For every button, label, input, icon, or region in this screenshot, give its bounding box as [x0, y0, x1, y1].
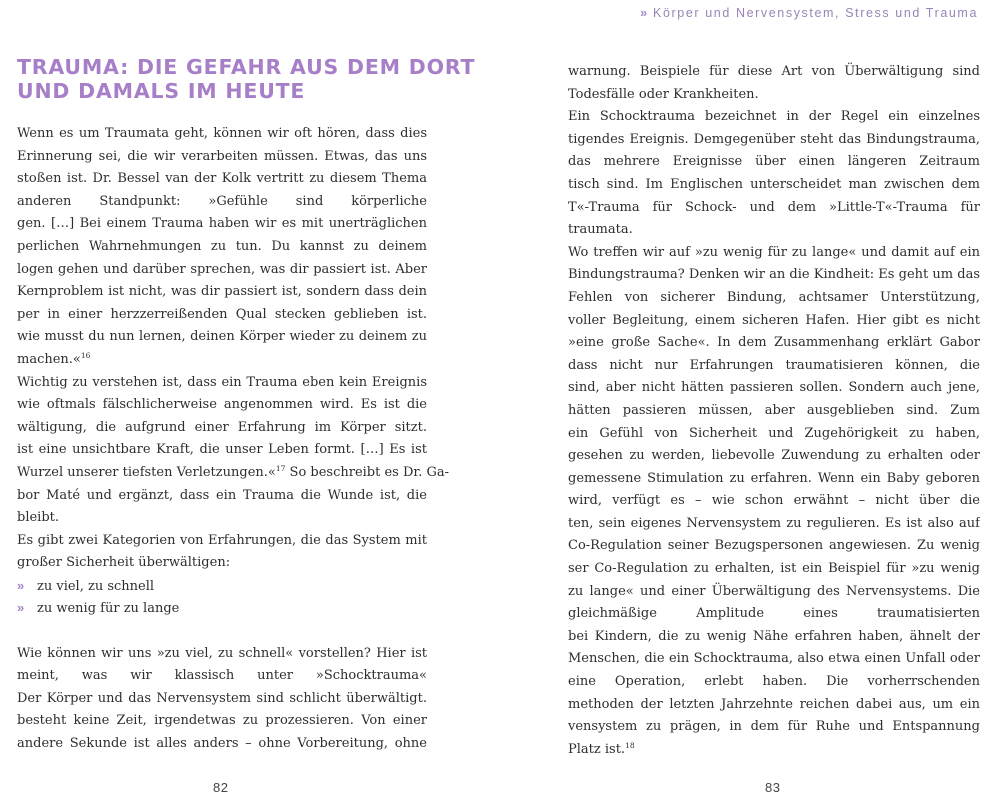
text-fragment: Platz ist.	[568, 741, 626, 757]
paragraph	[17, 123, 427, 372]
text-line: Wichtig zu verstehen ist, dass ein Trauma eben kein Ereignis	[17, 374, 427, 390]
text-line: hätten passieren müssen, aber ausgeblieben sind. Zum	[568, 402, 980, 418]
text-line: ist eine unsichtbare Kraft, die unser Leben formt. […] Es ist	[17, 442, 427, 458]
text-line: perlichen Wahrnehmungen zu tun. Du kannst zu deinem	[17, 238, 427, 254]
footnote-ref-17[interactable]: 17	[275, 463, 286, 473]
text-line: Wo treffen wir auf »zu wenig für zu lange« und damit auf ein	[568, 244, 980, 260]
text-line: gesehen zu werden, liebevolle Zuwendung zu erhalten oder	[568, 448, 980, 464]
text-line: meint, was wir klassisch unter »Schocktrauma«	[17, 668, 427, 684]
text-line: Bindungstrauma? Denken wir an die Kindheit: Es geht um das	[568, 267, 980, 283]
text-line: sind, aber nicht hätten passieren sollen. Sondern auch jene,	[568, 380, 980, 396]
text-line: dass nicht nur Erfahrungen traumatisieren können, die	[568, 357, 980, 373]
bullet-list	[17, 575, 427, 620]
text-line: vensystem zu prägen, in dem für Ruhe und Entspannung	[568, 719, 980, 735]
text-line	[17, 462, 449, 485]
list-item	[17, 575, 427, 598]
heading-line: UND DAMALS IM HEUTE	[17, 78, 306, 103]
paragraph	[568, 106, 980, 242]
list-item-text: zu viel, zu schnell	[37, 578, 155, 594]
text-line: gen. […] Bei einem Trauma haben wir es mit unerträglichen	[17, 216, 427, 232]
text-line: Ein Schocktrauma bezeichnet in der Regel ein einzelnes	[568, 109, 980, 125]
right-page	[500, 0, 1000, 800]
chapter-heading	[17, 56, 487, 103]
text-line: besteht keine Zeit, irgendetwas zu prozessieren. Von einer	[17, 713, 427, 729]
text-line: Erinnerung sei, die wir verarbeiten müssen. Etwas, das uns	[17, 148, 427, 164]
paragraph	[17, 530, 427, 575]
chevron-double-right-icon: »	[17, 577, 25, 593]
text-line: warnung. Beispiele für diese Art von Überwältigung sind	[568, 64, 980, 79]
text-line: Wie können wir uns »zu viel, zu schnell« vorstellen? Hier ist	[17, 645, 427, 661]
text-line	[568, 739, 980, 762]
page-number: 83	[765, 780, 781, 795]
list-item-text: zu wenig für zu lange	[37, 601, 180, 617]
text-line: bei Kindern, die zu wenig Nähe erfahren haben, ähnelt der	[568, 628, 980, 644]
text-line: gemessene Stimulation zu erfahren. Wenn ein Baby geboren	[568, 470, 980, 486]
text-line: großer Sicherheit überwältigen:	[17, 555, 231, 571]
right-body-text	[568, 61, 980, 761]
text-line: Der Körper und das Nervensystem sind schlicht überwältigt.	[17, 690, 427, 706]
text-fragment: Wurzel unserer tiefsten Verletzungen.«	[17, 464, 276, 480]
chevron-double-right-icon: »	[17, 600, 25, 616]
text-line: Wenn es um Traumata geht, können wir oft hören, dass dies	[17, 126, 427, 141]
chevron-double-right-icon: »	[640, 6, 648, 20]
text-line: per in einer herzzerreißenden Qual stecken geblieben ist.	[17, 306, 427, 322]
text-line: logen gehen und darüber sprechen, was dir passiert ist. Aber	[17, 261, 427, 277]
text-line: T«-Trauma für Schock- und dem »Little-T«-Trauma für	[568, 199, 980, 215]
text-line: ser Co-Regulation zu erhalten, ist ein Beispiel für »zu wenig	[568, 561, 980, 577]
text-line: bleibt.	[17, 510, 60, 526]
text-line: wird, verfügt es – wie schon erwähnt – nicht über die	[568, 493, 980, 509]
text-line: Es gibt zwei Kategorien von Erfahrungen, die das System mit	[17, 532, 427, 548]
text-line: wie musst du nun lernen, deinen Körper wieder zu deinem zu	[17, 329, 427, 345]
text-line: wie oftmals fälschlicherweise angenommen wird. Es ist die	[17, 397, 427, 413]
text-line: Kernproblem ist nicht, was dir passiert ist, sondern dass dein	[17, 284, 427, 300]
paragraph-gap	[17, 620, 427, 643]
text-line: voller Begleitung, einem sicheren Hafen. Hier gibt es nicht	[568, 312, 980, 328]
text-line: tigendes Ereignis. Demgegenüber steht das Bindungstrauma,	[568, 131, 980, 147]
heading-line: TRAUMA: DIE GEFAHR AUS DEM DORT	[17, 55, 476, 79]
text-line: Fehlen von sicherer Bindung, achtsamer Unterstützung,	[568, 289, 980, 305]
text-line: eine Operation, erlebt haben. Die vorherrschenden	[568, 674, 980, 690]
text-line: anderen Standpunkt: »Gefühle sind körperliche	[17, 193, 427, 209]
running-header-text: Körper und Nervensystem, Stress und Trauma	[653, 6, 978, 20]
list-item	[17, 597, 427, 620]
text-line: Todesfälle oder Krankheiten.	[568, 86, 759, 102]
text-line: ten, sein eigenes Nervensystem zu regulieren. Es ist also auf	[568, 515, 980, 531]
paragraph	[568, 61, 980, 106]
paragraph	[17, 643, 427, 756]
paragraph	[568, 242, 980, 762]
text-line: gleichmäßige Amplitude eines traumatisierten	[568, 606, 980, 622]
left-body-text	[17, 123, 449, 756]
text-line: bor Maté und ergänzt, dass ein Trauma die Wunde ist, die	[17, 487, 427, 503]
text-line: andere Sekunde ist alles anders – ohne Vorbereitung, ohne	[17, 736, 427, 752]
footnote-ref-18[interactable]: 18	[625, 740, 635, 750]
paragraph	[17, 372, 449, 530]
text-line: stoßen ist. Dr. Bessel van der Kolk vertritt zu diesem Thema	[17, 171, 427, 187]
text-line: das mehrere Ereignisse über einen längeren Zeitraum	[568, 154, 980, 170]
text-line: »eine große Sache«. In dem Zusammenhang erklärt Gabor	[568, 335, 980, 351]
text-line: traumata.	[568, 222, 633, 238]
text-line: Menschen, die ein Schocktrauma, also etwa einen Unfall oder	[568, 651, 980, 667]
text-fragment: machen.«	[17, 351, 81, 367]
text-line: tisch sind. Im Englischen unterscheidet man zwischen dem	[568, 176, 980, 192]
text-fragment: So beschreibt es Dr. Ga-	[285, 464, 449, 480]
text-line: zu lange« und einer Überwältigung des Nervensystems. Die	[568, 583, 980, 599]
text-line: Co-Regulation seiner Bezugspersonen angewiesen. Zu wenig	[568, 538, 980, 554]
text-line: ein Gefühl von Sicherheit und Zugehörigkeit zu haben,	[568, 425, 980, 441]
text-line: methoden der letzten Jahrzehnte reichen dabei aus, um ein	[568, 696, 980, 712]
footnote-ref-16[interactable]: 16	[80, 350, 91, 360]
page-number: 82	[213, 780, 229, 795]
text-line: wältigung, die aufgrund einer Erfahrung im Körper sitzt.	[17, 419, 427, 435]
text-line	[17, 349, 427, 372]
